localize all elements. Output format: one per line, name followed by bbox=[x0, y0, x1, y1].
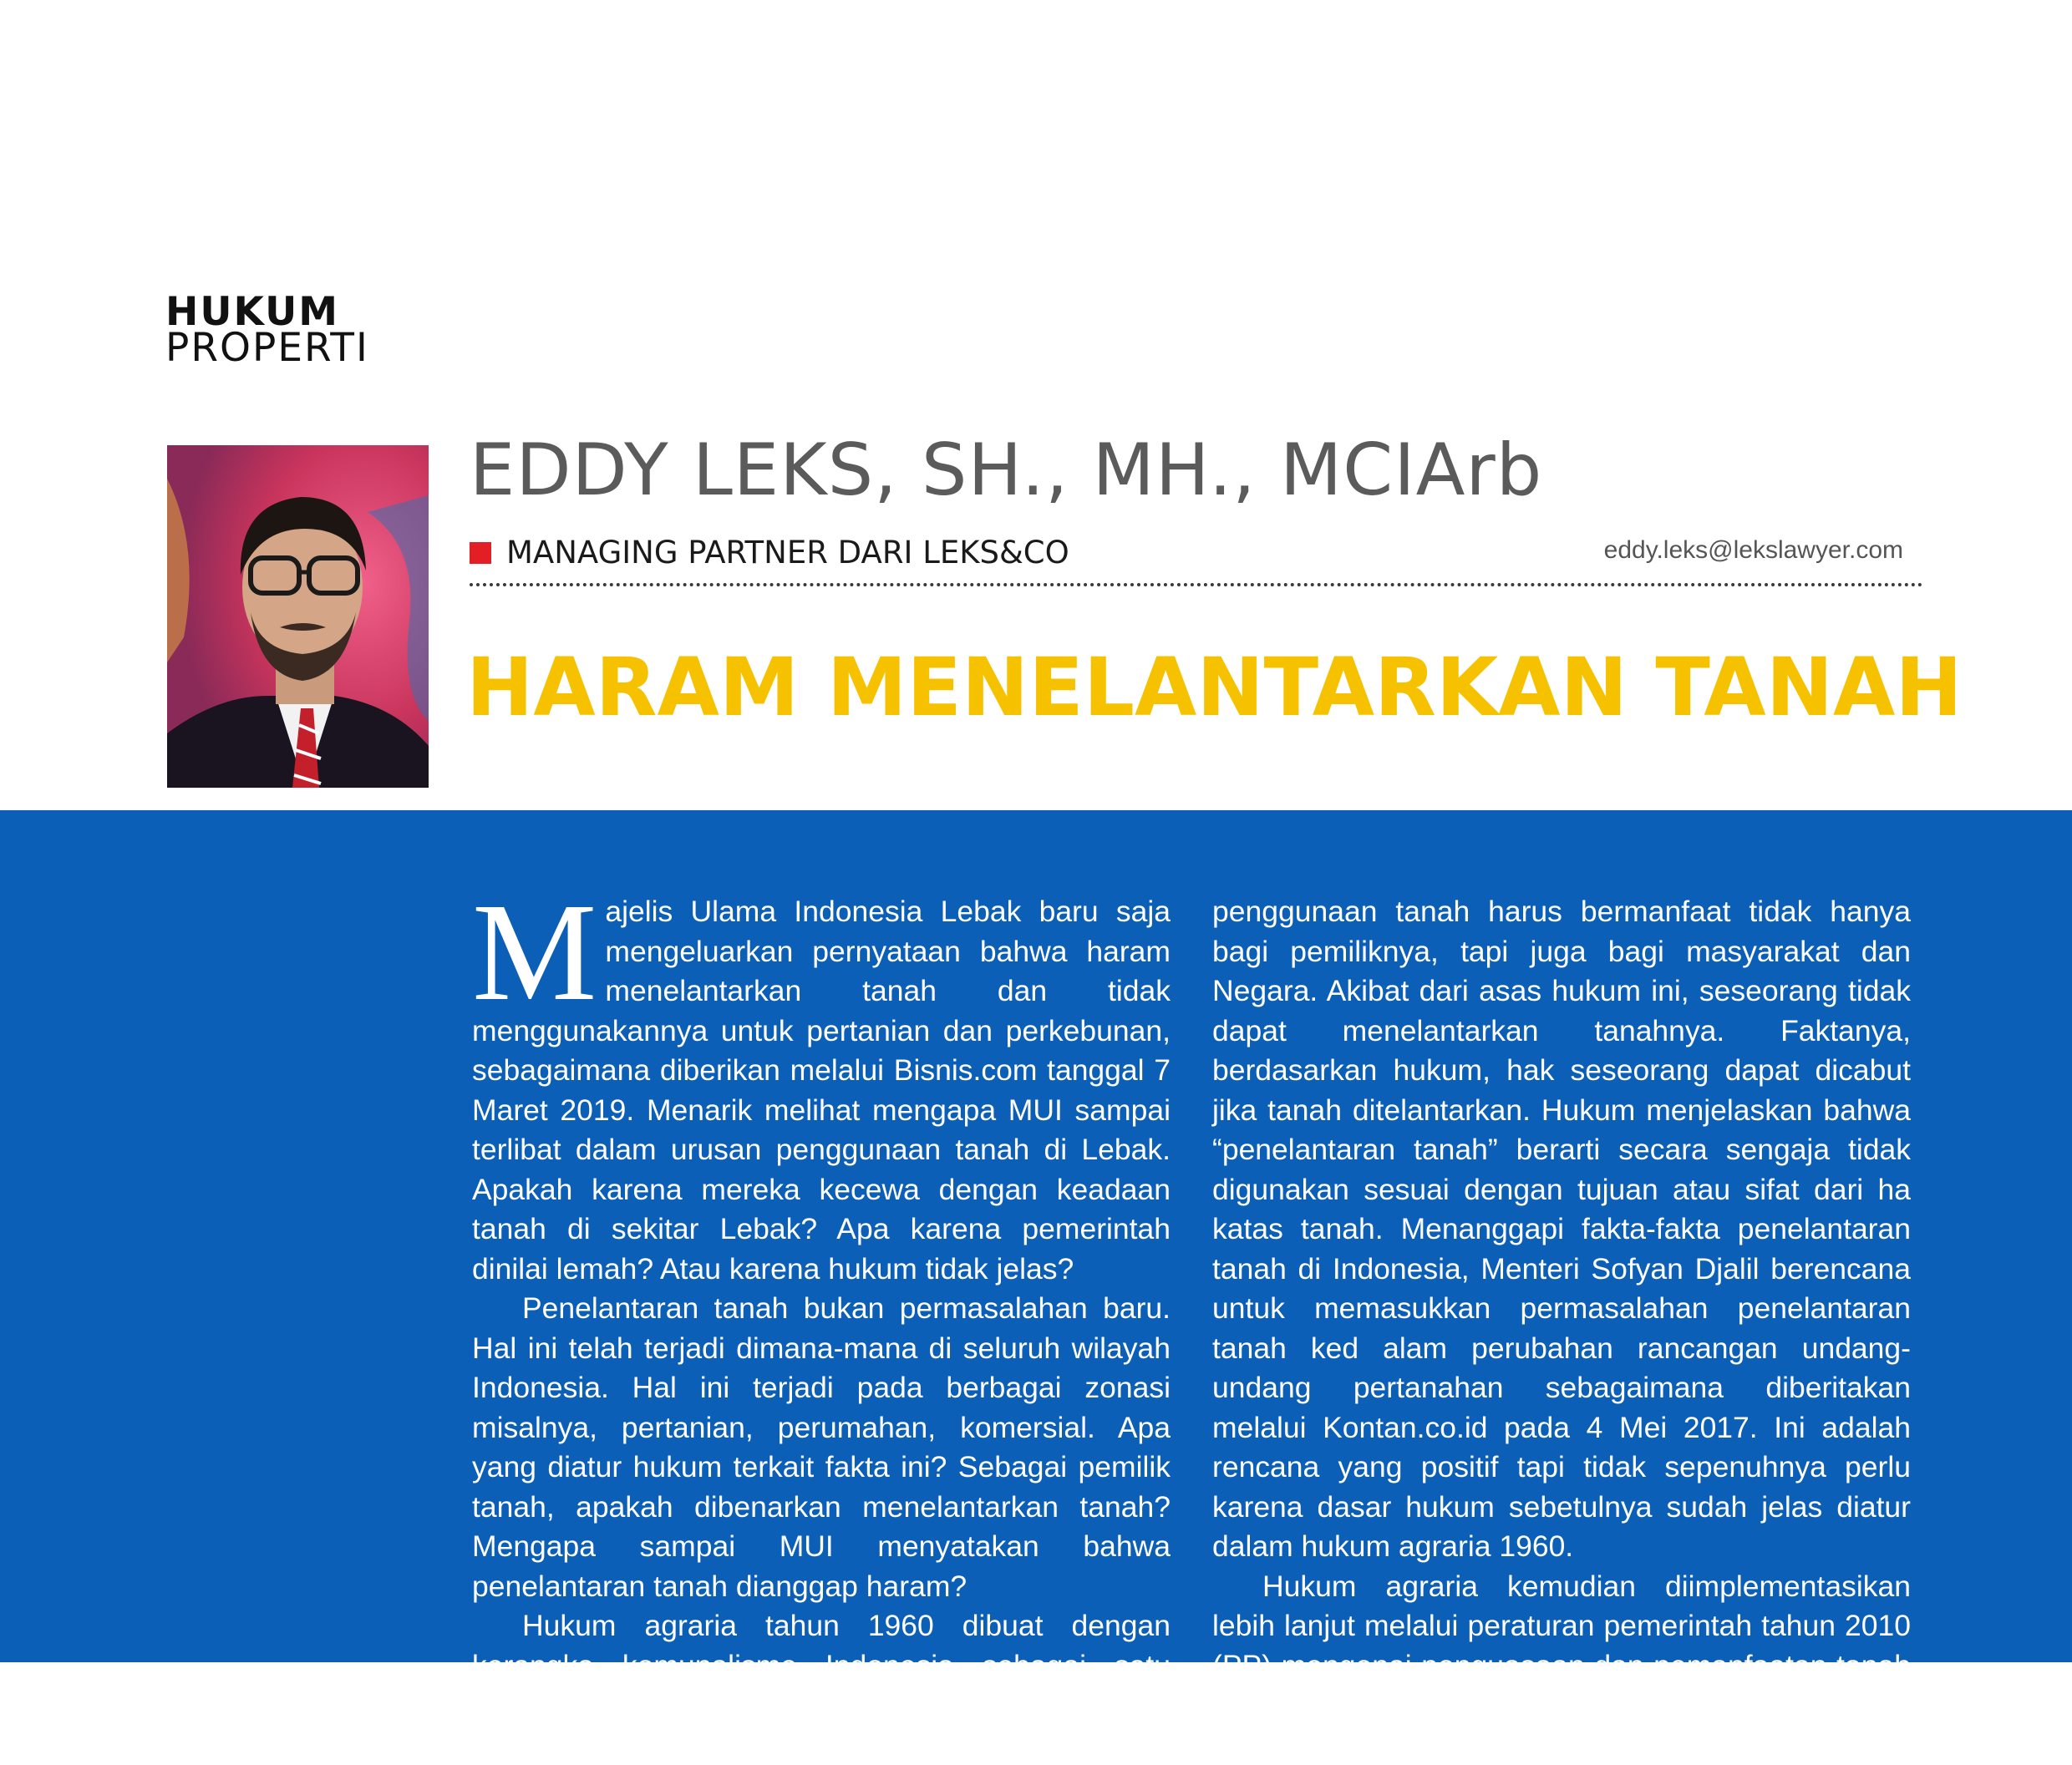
article-headline: HARAM MENELANTARKAN TANAH bbox=[466, 647, 1963, 728]
body-paragraph: penggunaan tanah harus bermanfaat tidak hanya bagi pemiliknya, tapi juga bagi masyarakat dan Negara. Akibat dari asas hukum ini, seseorang tidak dapat menelantarkan tanahnya. Faktanya, berdasarkan hukum, hak seseorang dapat dicabut jika tanah ditelantarkan. Hukum menjelaskan bahwa “penelantaran tanah” berarti secara sengaja tidak digunakan sesuai dengan tujuan atau sifat dari ha katas tanah. Menanggapi fakta-fakta penelantaran tanah di Indonesia, Menteri Sofyan Djalil berencana untuk memasukkan permasalahan penelantaran tanah ked alam perubahan rancangan undang-undang pertanahan sebagaimana diberitakan melalui Kontan.co.id pada 4 Mei 2017. Ini adalah rencana yang positif tapi tidak sepenuhnya perlu karena dasar hukum sebetulnya sudah jelas diatur dalam hukum agraria 1960. bbox=[1212, 892, 1911, 1567]
author-portrait-photo bbox=[167, 445, 429, 788]
dotted-divider bbox=[470, 583, 1923, 586]
drop-cap: M bbox=[472, 895, 597, 1009]
red-square-bullet-icon bbox=[470, 542, 491, 564]
body-paragraph: Penelantaran tanah bukan permasalahan baru. Hal ini telah terjadi dimana-mana di seluruh wilayah Indonesia. Hal ini terjadi pada berbagai zonasi misalnya, pertanian, perumahan, komersial. Apa yang diatur hukum terkait fakta ini? Sebagai pemilik tanah, apakah dibenarkan menelantarkan tanah? Mengapa sampai MUI menyatakan bahwa penelantaran tanah dianggap haram? bbox=[472, 1289, 1171, 1606]
section-tag bbox=[165, 292, 369, 368]
body-column-left bbox=[472, 892, 1171, 1726]
author-role bbox=[470, 535, 1069, 571]
body-column-right bbox=[1212, 892, 1911, 1765]
author-role-text: MANAGING PARTNER DARI LEKS&CO bbox=[506, 535, 1069, 571]
section-tag-line2: PROPERTI bbox=[165, 328, 369, 368]
body-paragraph bbox=[472, 892, 1171, 1289]
body-paragraph: Hukum agraria kemudian diimplementasikan lebih lanjut melalui peraturan pemerintah tahun 2010 (PP) mengenai penguasaan dan pemanfaatan tanah terlantar. Objek tanah terlantar adalah hak milik, hak guna bbox=[1212, 1567, 1911, 1765]
body-paragraph: Hukum agraria tahun 1960 dibuat dengan kerangka komunalisme Indonesia sebagai satu bangsa. Salah bbox=[472, 1606, 1171, 1726]
paragraph-text: ajelis Ulama Indonesia Lebak baru saja mengeluarkan pernyataan bahwa haram menelantarkan tanah dan tidak menggunakannya untuk pertanian dan perkebunan, sebagaimana diberikan melalui Bisnis.com tanggal 7 Maret 2019. Menarik melihat mengapa MUI sampai terlibat dalam urusan penggunaan tanah di Lebak. Apakah karena mereka kecewa dengan keadaan tanah di sekitar Lebak? Apa karena pemerintah dinilai lemah? Atau karena hukum tidak jelas? bbox=[472, 895, 1171, 1286]
author-email: eddy.leks@lekslawyer.com bbox=[1604, 536, 1903, 565]
portrait-illustration bbox=[167, 445, 429, 788]
author-name: EDDY LEKS, SH., MH., MCIArb bbox=[470, 434, 1542, 506]
section-tag-line1: HUKUM bbox=[165, 292, 369, 332]
